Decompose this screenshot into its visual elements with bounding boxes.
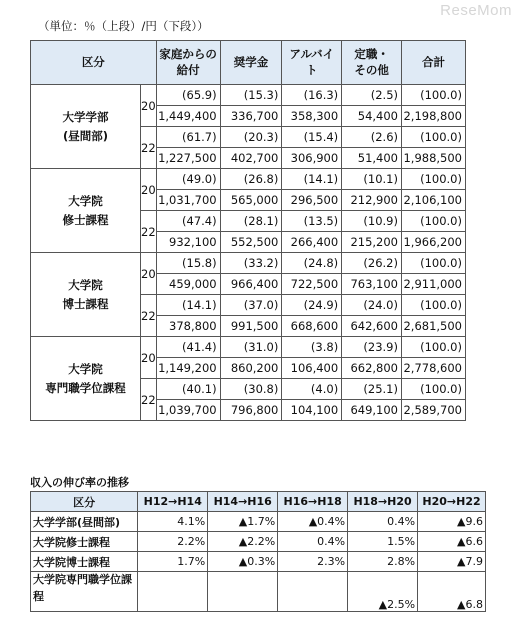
income-table-header — [31, 41, 466, 85]
yen-cell: 552,500 — [220, 232, 282, 253]
yen-cell: 336,700 — [220, 106, 282, 127]
growth-value-cell: 0.4% — [348, 512, 418, 532]
growth-row-label: 大学学部(昼間部) — [31, 512, 138, 532]
yen-cell: 763,100 — [342, 274, 402, 295]
percent-cell: (24.0) — [342, 295, 402, 316]
growth-header-period: H18→H20 — [348, 492, 418, 512]
yen-cell: 966,400 — [220, 274, 282, 295]
year-cell: 20 — [141, 253, 157, 295]
growth-value-cell: ▲7.9 — [418, 552, 486, 572]
table-row — [31, 337, 466, 358]
table-row — [31, 512, 486, 532]
percent-cell: (10.1) — [342, 169, 402, 190]
percent-cell: (25.1) — [342, 379, 402, 400]
growth-table-header — [31, 492, 486, 512]
yen-cell: 649,100 — [342, 400, 402, 421]
group-label-line: 大学院 — [68, 362, 103, 377]
group-label-line: 大学院 — [68, 278, 103, 293]
yen-cell: 642,600 — [342, 316, 402, 337]
growth-value-cell: 0.4% — [278, 532, 348, 552]
percent-cell: (28.1) — [220, 211, 282, 232]
percent-cell: (100.0) — [402, 379, 466, 400]
header-total: 合計 — [402, 41, 466, 85]
watermark-logo: ReseMom — [440, 2, 512, 19]
growth-value-cell: 2.8% — [348, 552, 418, 572]
percent-cell: (4.0) — [282, 379, 342, 400]
percent-cell: (100.0) — [402, 127, 466, 148]
yen-cell: 2,681,500 — [402, 316, 466, 337]
year-cell: 22 — [141, 295, 157, 337]
yen-cell: 215,200 — [342, 232, 402, 253]
growth-header-period: H14→H16 — [208, 492, 278, 512]
table-row — [31, 169, 466, 190]
percent-cell: (100.0) — [402, 253, 466, 274]
yen-cell: 378,800 — [156, 316, 220, 337]
percent-cell: (24.8) — [282, 253, 342, 274]
yen-cell: 2,589,700 — [402, 400, 466, 421]
growth-value-cell: ▲1.7% — [208, 512, 278, 532]
group-label — [31, 85, 141, 169]
year-cell: 22 — [141, 127, 157, 169]
year-cell: 20 — [141, 169, 157, 211]
percent-cell: (100.0) — [402, 337, 466, 358]
group-label-line: 大学院 — [68, 194, 103, 209]
growth-row-label: 大学院修士課程 — [31, 532, 138, 552]
yen-cell: 1,449,400 — [156, 106, 220, 127]
yen-cell: 306,900 — [282, 148, 342, 169]
growth-header-category: 区分 — [31, 492, 138, 512]
yen-cell: 1,988,500 — [402, 148, 466, 169]
yen-cell: 266,400 — [282, 232, 342, 253]
growth-value-cell: ▲6.8 — [418, 572, 486, 612]
yen-cell: 662,800 — [342, 358, 402, 379]
yen-cell: 722,500 — [282, 274, 342, 295]
percent-cell: (100.0) — [402, 295, 466, 316]
group-label-line: (昼間部) — [62, 128, 108, 143]
header-scholarship: 奨学金 — [220, 41, 282, 85]
group-label-line: 大学学部 — [62, 110, 109, 125]
growth-header-period: H20→H22 — [418, 492, 486, 512]
percent-cell: (14.1) — [156, 295, 220, 316]
yen-cell: 402,700 — [220, 148, 282, 169]
header-fulltime: 定職・その他 — [342, 41, 402, 85]
growth-value-cell — [278, 572, 348, 612]
percent-cell: (26.8) — [220, 169, 282, 190]
group-label-line: 修士課程 — [62, 212, 109, 227]
growth-header-period: H12→H14 — [138, 492, 208, 512]
group-label — [31, 253, 141, 337]
header-parttime: アルバイト — [282, 41, 342, 85]
growth-table-title: 収入の伸び率の推移 — [30, 476, 129, 489]
year-cell: 22 — [141, 211, 157, 253]
percent-cell: (10.9) — [342, 211, 402, 232]
percent-cell: (15.3) — [220, 85, 282, 106]
yen-cell: 54,400 — [342, 106, 402, 127]
yen-cell: 296,500 — [282, 190, 342, 211]
year-cell: 20 — [141, 85, 157, 127]
percent-cell: (24.9) — [282, 295, 342, 316]
growth-value-cell: ▲9.6 — [418, 512, 486, 532]
group-label — [31, 169, 141, 253]
group-label-line: 専門職学位課程 — [45, 380, 126, 395]
growth-value-cell — [208, 572, 278, 612]
percent-cell: (15.4) — [282, 127, 342, 148]
percent-cell: (30.8) — [220, 379, 282, 400]
header-category: 区分 — [31, 41, 157, 85]
yen-cell: 106,400 — [282, 358, 342, 379]
percent-cell: (2.5) — [342, 85, 402, 106]
percent-cell: (31.0) — [220, 337, 282, 358]
percent-cell: (65.9) — [156, 85, 220, 106]
growth-value-cell: ▲0.4% — [278, 512, 348, 532]
growth-value-cell: 4.1% — [138, 512, 208, 532]
yen-cell: 1,149,200 — [156, 358, 220, 379]
yen-cell: 2,911,000 — [402, 274, 466, 295]
percent-cell: (16.3) — [282, 85, 342, 106]
yen-cell: 1,966,200 — [402, 232, 466, 253]
percent-cell: (47.4) — [156, 211, 220, 232]
yen-cell: 51,400 — [342, 148, 402, 169]
header-family: 家庭からの給付 — [156, 41, 220, 85]
percent-cell: (100.0) — [402, 211, 466, 232]
yen-cell: 104,100 — [282, 400, 342, 421]
percent-cell: (14.1) — [282, 169, 342, 190]
percent-cell: (3.8) — [282, 337, 342, 358]
yen-cell: 1,039,700 — [156, 400, 220, 421]
yen-cell: 668,600 — [282, 316, 342, 337]
percent-cell: (37.0) — [220, 295, 282, 316]
table-row — [31, 532, 486, 552]
yen-cell: 1,227,500 — [156, 148, 220, 169]
percent-cell: (15.8) — [156, 253, 220, 274]
yen-cell: 212,900 — [342, 190, 402, 211]
year-cell: 20 — [141, 337, 157, 379]
unit-note: （単位：％（上段）/円（下段）） — [38, 19, 209, 33]
group-label-line: 博士課程 — [62, 296, 109, 311]
table-row — [31, 253, 466, 274]
yen-cell: 991,500 — [220, 316, 282, 337]
growth-table — [30, 491, 486, 612]
growth-value-cell: ▲2.2% — [208, 532, 278, 552]
growth-value-cell: ▲2.5% — [348, 572, 418, 612]
percent-cell: (33.2) — [220, 253, 282, 274]
table-row — [31, 552, 486, 572]
yen-cell: 2,106,100 — [402, 190, 466, 211]
growth-value-cell: 1.7% — [138, 552, 208, 572]
year-cell: 22 — [141, 379, 157, 421]
growth-value-cell: 1.5% — [348, 532, 418, 552]
growth-value-cell: ▲6.6 — [418, 532, 486, 552]
growth-value-cell: 2.2% — [138, 532, 208, 552]
table-row — [31, 85, 466, 106]
percent-cell: (49.0) — [156, 169, 220, 190]
income-table — [30, 40, 466, 421]
percent-cell: (26.2) — [342, 253, 402, 274]
growth-value-cell: 2.3% — [278, 552, 348, 572]
percent-cell: (61.7) — [156, 127, 220, 148]
percent-cell: (40.1) — [156, 379, 220, 400]
group-label — [31, 337, 141, 421]
growth-header-period: H16→H18 — [278, 492, 348, 512]
percent-cell: (13.5) — [282, 211, 342, 232]
percent-cell: (100.0) — [402, 85, 466, 106]
growth-value-cell: ▲0.3% — [208, 552, 278, 572]
yen-cell: 1,031,700 — [156, 190, 220, 211]
yen-cell: 932,100 — [156, 232, 220, 253]
yen-cell: 860,200 — [220, 358, 282, 379]
growth-row-label: 大学院専門職学位課程 — [31, 572, 138, 612]
percent-cell: (41.4) — [156, 337, 220, 358]
yen-cell: 2,778,600 — [402, 358, 466, 379]
growth-row-label: 大学院博士課程 — [31, 552, 138, 572]
yen-cell: 358,300 — [282, 106, 342, 127]
percent-cell: (2.6) — [342, 127, 402, 148]
yen-cell: 796,800 — [220, 400, 282, 421]
growth-value-cell — [138, 572, 208, 612]
yen-cell: 2,198,800 — [402, 106, 466, 127]
table-row — [31, 572, 486, 612]
percent-cell: (23.9) — [342, 337, 402, 358]
percent-cell: (20.3) — [220, 127, 282, 148]
yen-cell: 459,000 — [156, 274, 220, 295]
percent-cell: (100.0) — [402, 169, 466, 190]
yen-cell: 565,000 — [220, 190, 282, 211]
